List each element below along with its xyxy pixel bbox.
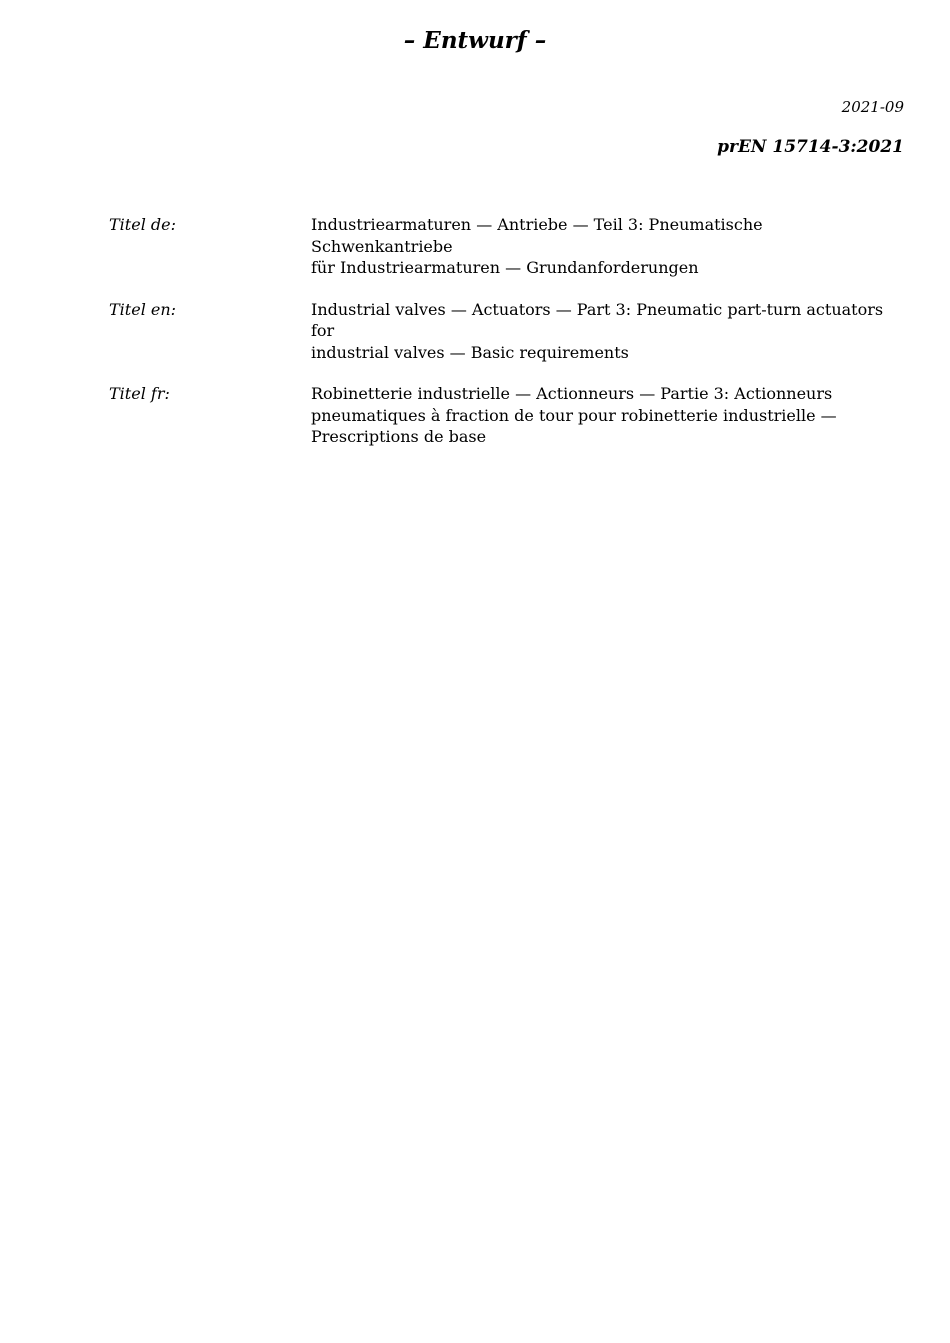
document-date: 2021-09 <box>841 98 904 116</box>
title-label-en: Titel en: <box>109 299 177 319</box>
draft-heading: – Entwurf – <box>403 27 547 54</box>
title-row-de <box>109 214 909 279</box>
document-number: prEN 15714-3:2021 <box>717 137 904 157</box>
title-text-fr: Robinetterie industrielle — Actionneurs — Partie 3: Actionneurs pneumatiques à fraction de tour pour robinetterie industrielle — Prescriptions de base <box>311 384 837 446</box>
titles-block <box>109 214 909 468</box>
title-text-de: Industriearmaturen — Antriebe — Teil 3: Pneumatische Schwenkantriebe für Industriearmaturen — Grundanforderungen <box>311 215 763 277</box>
title-label-de: Titel de: <box>109 215 176 234</box>
title-text-en: Industrial valves — Actuators — Part 3: Pneumatic part-turn actuators for industrial valves — Basic requirements <box>311 299 884 362</box>
title-row-en <box>109 299 909 364</box>
title-label-fr: Titel fr: <box>109 384 170 403</box>
title-row-fr <box>109 383 909 448</box>
